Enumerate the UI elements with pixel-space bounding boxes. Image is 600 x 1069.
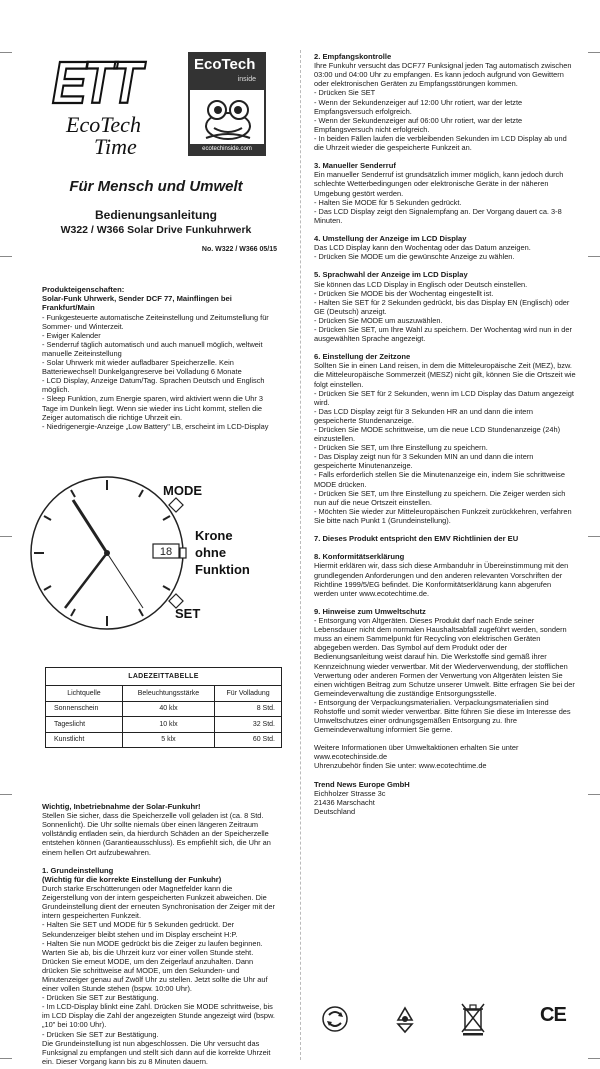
crop-mark <box>0 536 12 537</box>
section2-heading: 2. Empfangskontrolle <box>314 52 392 61</box>
weee-bin-icon <box>460 1002 486 1036</box>
section1-paragraph: Die Grundeinstellung ist nun abgeschlossen. Die Uhr versucht das Funksignal zu empfangen und stellt sich dann auf die korrekte Uhrzeit ein. Dieser Vorgang kann bis zu 8 Minuten dauern. <box>42 1038 271 1066</box>
fold-line <box>300 50 301 1060</box>
crop-mark <box>588 536 600 537</box>
section6-paragraph: - Drücken Sie SET, um Ihre Einstellung zu speichern. Die Zeiger werden sich nun auf die neue Ortszeit einstellen. <box>314 488 566 507</box>
table-cell: Kunstlicht <box>46 732 123 748</box>
section7-heading: 7. Dieses Produkt entspricht den EMV Richtlinien der EU <box>314 534 519 544</box>
right-column <box>314 52 576 825</box>
table-row <box>46 701 282 717</box>
section6-paragraph: - Das LCD Display zeigt für 3 Sekunden HR an und dann die intern gespeicherte Stundenanzeige. <box>314 406 533 425</box>
section5-paragraph: - Drücken Sie MODE bis der Wochentag eingestellt ist. <box>314 288 494 298</box>
section8-heading: 8. Konformitätserklärung <box>314 552 405 562</box>
table-header-row <box>46 686 282 702</box>
crown-shape <box>180 548 186 558</box>
section1-paragraph: Durch starke Erschütterungen oder Magnetfelder kann die Zeigerstellung von der intern gespeicherten Funkzeit abweichen. Die Grundeinstellung dient der erneuten Synchronisation der Zeiger mit der intern gespeicherten Funkzeit. <box>42 884 275 921</box>
section4-heading: 4. Umstellung der Anzeige im LCD Display <box>314 233 467 243</box>
charge-time-table <box>45 667 282 748</box>
section6-heading: 6. Einstellung der Zeitzone <box>314 352 411 362</box>
section3-paragraph: - Das LCD Display zeigt den Signalempfang an. Der Vorgang dauert ca. 3-8 Minuten. <box>314 206 562 225</box>
section6-paragraph: - Möchten Sie wieder zur Mitteleuropäischen Funkzeit zurückkehren, verfahren Sie bitte nach Punkt 1 (Grundeinstellung). <box>314 506 572 525</box>
section1-paragraph: - Drücken Sie SET zur Bestätigung. <box>42 993 159 1003</box>
company-country: Deutschland <box>314 806 356 816</box>
table-cell: 40 klx <box>122 701 214 717</box>
features-section <box>42 285 278 431</box>
ett-logo <box>52 50 172 166</box>
section9-paragraph: Uhrenzubehör finden Sie unter: www.ecotechtime.de <box>314 761 487 771</box>
feature-item: - Sleep Funktion, zum Energie sparen, wird aktiviert wenn die Uhr 3 Tage im Dunkeln liegt. Wenn sie wieder ins Licht kommt, stellen die Zeiger automatisch die richtige Uhrzeit ein. <box>42 394 264 422</box>
feature-item: - Ewiger Kalender <box>42 330 101 340</box>
section6-paragraph: - Drücken Sie MODE schrittweise, um die neue LCD Stundenanzeige (24h) einzustellen. <box>314 425 561 444</box>
section5-paragraph: - Drücken Sie MODE um auszuwählen. <box>314 315 443 325</box>
section9-paragraph: Weitere Informationen über Umweltaktionen erhalten Sie unter www.ecotechinside.de <box>314 743 519 762</box>
section1-paragraph: - Im LCD-Display blinkt eine Zahl. Drücken Sie MODE schrittweise, bis im LCD Display die Zahl der angezeigten Stunde angezeigt wird (bspw. „10" bei 10:00 Uhr). <box>42 1002 275 1030</box>
crop-mark <box>0 794 12 795</box>
section3-paragraph: - Halten Sie MODE für 5 Sekunden gedrückt. <box>314 197 462 207</box>
section6-paragraph: Sollten Sie in einen Land reisen, in dem die Mitteleuropäische Zeit (MEZ), bzw. die Mitteleuropäische Sommerzeit (MESZ) nicht gilt, können Sie die Ortszeit wie folgt einstellen. <box>314 361 576 389</box>
recycling-icon <box>390 1004 420 1034</box>
section4-paragraph: Das LCD Display kann den Wochentag oder das Datum anzeigen. <box>314 243 531 253</box>
feature-item: - Senderruf täglich automatisch und auch manuell möglich, weltweit manuelle Zeiteinstellung <box>42 339 263 358</box>
company-name: Trend News Europe GmbH <box>314 779 410 789</box>
section2-paragraph: Ihre Funkuhr versucht das DCF77 Funksignal jeden Tag automatisch zwischen 03:00 und 04:00 Uhr zu empfangen. Es kann jedoch aufgrund von Gewittern oder elektronischen Geräten zu Empfangsstörungen kommen. <box>314 61 572 89</box>
table-cell: 8 Std. <box>215 701 282 717</box>
section1-paragraph: - Halten Sie SET und MODE für 5 Sekunden gedrückt. Der Sekundenzeiger bleibt stehen und im Display erscheint H:P. <box>42 920 238 939</box>
features-heading2: Solar-Funk Uhrwerk, Sender DCF 77, Mainflingen bei Frankfurt/Main <box>42 294 232 313</box>
important-heading: Wichtig, Inbetriebnahme der Solar-Funkuhr! <box>42 802 201 811</box>
crown-label-3: Funktion <box>195 562 250 577</box>
table-cell: Tageslicht <box>46 717 123 733</box>
table-cell: 5 klx <box>122 732 214 748</box>
section9-paragraph: - Entsorgung der Verpackungsmaterialien. Verpackungsmaterialien sind Rohstoffe und somit wieder verwertbar. Bitte führen Sie diese im Interesse des Umweltschutzes einer ordnungsgemäßen Entsorgung zu. Ihre Gemeindeverwaltung informiert Sie gerne. <box>314 697 571 735</box>
ett-logo-line1: EcoTech <box>66 112 141 137</box>
ecotech-badge-url: ecotechinside.com <box>190 144 264 154</box>
section4-paragraph: - Drücken Sie MODE um die gewünschte Anzeige zu wählen. <box>314 252 515 262</box>
company-street: Eichholzer Strasse 3c <box>314 788 386 798</box>
ce-mark: CE <box>540 1004 566 1026</box>
section9-paragraph <box>314 734 576 743</box>
section2-paragraph: - Wenn der Sekundenzeiger auf 12:00 Uhr rotiert, war der letzte Empfangsversuch erfolgreich. <box>314 97 523 116</box>
section5-heading: 5. Sprachwahl der Anzeige im LCD Display <box>314 270 468 280</box>
crop-mark <box>0 1058 12 1059</box>
section2-paragraph: - In beiden Fällen laufen die verbleibenden Sekunden im LCD Display ab und die Uhrzeit wieder die gespeicherte Funkzeit an. <box>314 133 567 153</box>
watch-diagram <box>25 468 255 638</box>
table-header: Beleuchtungsstärke <box>122 686 214 702</box>
company-city: 21436 Marschacht <box>314 797 375 807</box>
ett-logo-letters: ETT <box>52 50 139 117</box>
table-cell: 60 Std. <box>215 732 282 748</box>
table-header: Für Volladung <box>215 686 282 702</box>
features-heading: Produkteigenschaften: <box>42 285 125 294</box>
set-label: SET <box>175 606 201 621</box>
section6-paragraph: - Drücken Sie SET für 2 Sekunden, wenn im LCD Display das Datum angezeigt wird. <box>314 388 574 407</box>
section6-paragraph: - Das Display zeigt nun für 3 Sekunden MIN an und dann die intern gespeicherte Minutenanzeige. <box>314 452 534 471</box>
crop-mark <box>588 256 600 257</box>
ett-logo-line2: Time <box>94 134 137 159</box>
section2-paragraph: - Drücken Sie SET <box>314 88 376 98</box>
ecotech-badge <box>188 52 266 156</box>
table-cell: 10 klx <box>122 717 214 733</box>
table-row <box>46 717 282 733</box>
section5-paragraph: Sie können das LCD Display in Englisch oder Deutsch einstellen. <box>314 279 528 289</box>
ecotech-badge-inside: inside <box>237 76 256 83</box>
frog-icon <box>200 94 256 142</box>
section3-paragraph: Ein manueller Senderruf ist grundsätzlich immer möglich, kann jedoch durch schlechte Wetterbedingungen oder elektronische Geräte in der näheren Umgebung gestört werden. <box>314 170 564 198</box>
feature-item: - Solar Uhrwerk mit wieder aufladbarer Speicherzelle. Kein Batteriewechsel! Dunkelgangreserve bei Volladung 6 Monate <box>42 358 242 377</box>
crown-label-2: ohne <box>195 545 227 560</box>
crop-mark <box>0 256 12 257</box>
section5-paragraph: - Halten Sie SET für 2 Sekunden gedrückt, bis das Display EN (Englisch) oder GE (Deutsch) anzeigt. <box>314 297 570 316</box>
feature-item: - Niedrigenergie-Anzeige „Low Battery" LB, erscheint im LCD-Display <box>42 421 269 431</box>
date-window-value: 18 <box>159 546 173 558</box>
table-cell: 32 Std. <box>215 717 282 733</box>
section3-heading: 3. Manueller Senderruf <box>314 161 396 171</box>
tagline: Für Mensch und Umwelt <box>69 178 243 195</box>
section1-heading: 1. Grundeinstellung <box>42 865 114 875</box>
section1-heading2: (Wichtig für die korrekte Einstellung der Funkuhr) <box>42 874 222 884</box>
table-row <box>46 732 282 748</box>
section1-paragraph: - Drücken Sie SET zur Bestätigung. <box>42 1029 159 1039</box>
feature-item: - Funkgesteuerte automatische Zeiteinstellung und Zeitumstellung für Sommer- und Winterzeit. <box>42 312 269 331</box>
document-number: No. W322 / W366 05/15 <box>201 246 277 253</box>
table-cell: Sonnenschein <box>46 701 123 717</box>
crop-mark <box>588 52 600 53</box>
important-text: Stellen Sie sicher, dass die Speicherzelle voll geladen ist (ca. 8 Std. Sonnenlicht). Die Uhr sollte niemals über einen längeren Zeitraum vollständig entladen sein, da hierdurch Schäden an der Speicherzelle entstehen können (Garantieausschluss). Es empfiehlt sich, die Uhr an einem hellen Ort aufzubewahren. <box>42 811 271 857</box>
section6-paragraph: - Falls erforderlich stellen Sie die Minutenanzeige ein, indem Sie schrittweise MODE drücken. <box>314 470 565 489</box>
table-caption: LADEZEITTABELLE <box>46 668 282 686</box>
ecotech-badge-title: EcoTech <box>194 56 256 73</box>
mode-button-shape <box>169 498 183 512</box>
green-dot-icon <box>322 1006 348 1032</box>
section8-paragraph: Hiermit erklären wir, dass sich diese Armbanduhr in Übereinstimmung mit den grundlegenden Anforderungen und den anderen relevanten Vorschriften der Richtline 1999/5/EG befindet. Die Konformitätserklärung kann abgerufen werden unter www.ecotechtime.de. <box>314 561 569 598</box>
section9-paragraph: - Entsorgung von Altgeräten. Dieses Produkt darf nach Ende seiner Lebensdauer nicht dem normalen Haushaltsabfall zugeführt werden, sondern muss an einem Sammelpunkt für Recycling von elektrischen Geräten abgegeben werden. Das Symbol auf dem Produkt oder der Bedienungsanleitung weist darauf hin. Die Werkstoffe sind gemäß ihrer Kennzeichnung wieder verwertbar. Mit der Wiederverwendung, der stofflichen Verwertung oder anderen Formen der Verwertung von Altgeräten leisten Sie einen wichtigen Beitrag zum Schutze unserer Umwelt. Bitte erfragen Sie bei der Gemeindeverwaltung die zuständige Entsorgungsstelle. <box>314 616 575 698</box>
feature-item: - LCD Display, Anzeige Datum/Tag. Sprachen Deutsch und Englisch möglich. <box>42 376 265 395</box>
left-lower-text <box>42 802 280 1069</box>
table-header: Lichtquelle <box>46 686 123 702</box>
mode-label: MODE <box>163 483 202 498</box>
section1-paragraph: - Halten Sie nun MODE gedrückt bis die Zeiger zu laufen beginnen. Warten Sie ab, bis die Uhrzeit kurz vor einer vollen Stunde steht. Drücken Sie erneut MODE, um den Zeigerlauf anzuhalten. Dann drücken Sie schrittweise auf MODE, um den Sekunden- und Minutenzeiger genau auf Zwölf Uhr zu stellen. Jetzt sollte die Uhr auf einer vollen Stunde stehen (bspw. 10:00 Uhr). <box>42 938 268 994</box>
section5-paragraph: - Drücken Sie SET, um Ihre Wahl zu speichern. Der Wochentag wird nun in der ausgewählten Sprache angezeigt. <box>314 324 572 344</box>
certification-symbols <box>312 1000 592 1040</box>
crown-label-1: Krone <box>195 528 233 543</box>
crop-mark <box>588 1058 600 1059</box>
manual-subtitle: W322 / W366 Solar Drive Funkuhrwerk <box>60 224 252 236</box>
section6-paragraph: - Drücken Sie SET, um Ihre Einstellung zu speichern. <box>314 443 488 453</box>
section9-heading: 9. Hinweise zum Umweltschutz <box>314 606 426 616</box>
section2-paragraph: - Wenn der Sekundenzeiger auf 06:00 Uhr rotiert, war der letzte Empfangsversuch nicht erfolgreich. <box>314 115 523 134</box>
manual-title: Bedienungsanleitung <box>94 208 217 222</box>
crop-mark <box>588 794 600 795</box>
crop-mark <box>0 52 12 53</box>
